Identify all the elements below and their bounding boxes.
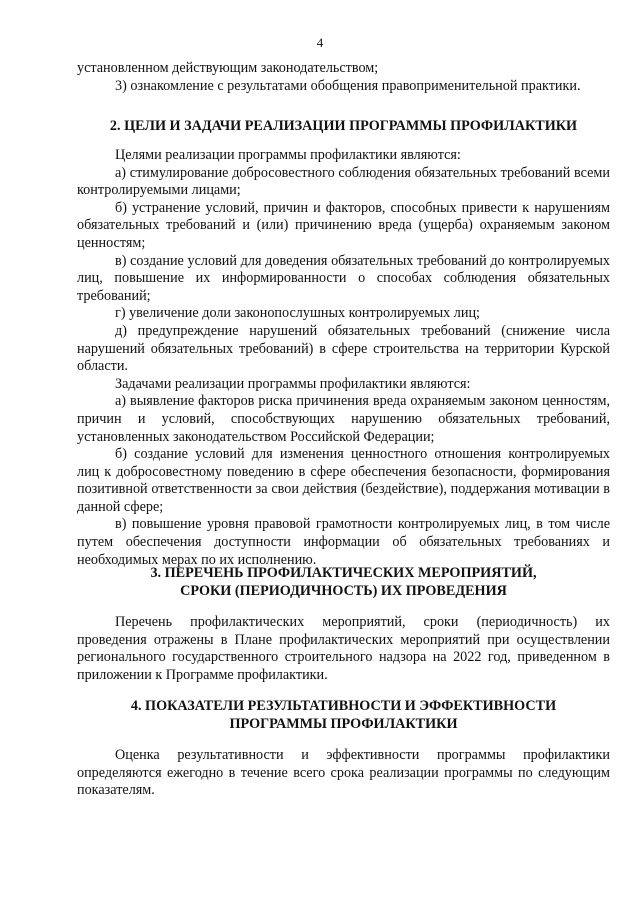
section-2-heading: 2. ЦЕЛИ И ЗАДАЧИ РЕАЛИЗАЦИИ ПРОГРАММЫ ПРОФИЛАКТИКИ [109, 118, 578, 134]
section-2-body [77, 147, 610, 569]
section-4-heading-line-1: 4. ПОКАЗАТЕЛИ РЕЗУЛЬТАТИВНОСТИ И ЭФФЕКТИВНОСТИ [130, 698, 557, 714]
goal-item: д) предупреждение нарушений обязательных требований (снижение числа нарушений обязательных требований) в сфере строительства на территории Курской области. [77, 322, 610, 375]
intro-block [77, 60, 610, 95]
goal-item: г) увеличение доли законопослушных контролируемых лиц; [115, 305, 481, 322]
page-number: 4 [316, 35, 324, 50]
intro-paragraph-1: установленном действующим законодательством; [77, 60, 379, 76]
section-3-heading-line-2: СРОКИ (ПЕРИОДИЧНОСТЬ) ИХ ПРОВЕДЕНИЯ [180, 583, 507, 599]
section-4-paragraph: Оценка результативности и эффективности программы профилактики определяются ежегодно в течение всего срока реализации программы по следующим показателям. [77, 747, 610, 799]
goal-item: б) устранение условий, причин и факторов, способных привести к нарушениям обязательных требований и (или) причинению вреда (ущерба) охраняемым законом ценностям; [77, 199, 610, 251]
section-3-heading-block [77, 564, 610, 600]
section-2-heading-block [77, 117, 610, 135]
task-item: а) выявление факторов риска причинения вреда охраняемым законом ценностям, причин и условий, способствующих нарушению обязательных требований, установленных законодательством Российской Федерации; [77, 393, 610, 445]
section-3-body [77, 614, 610, 684]
section-4-body [77, 747, 610, 800]
task-item: в) повышение уровня правовой грамотности контролируемых лиц, в том числе путем обеспечения доступности информации об обязательных требованиях и необходимых мерах по их исполнению. [77, 516, 610, 568]
task-item: б) создание условий для изменения ценностного отношения контролируемых лиц к добросовестному поведению в сфере обеспечения безопасности, формирования позитивной ответственности за свои действия (бездействие), поддержания мотивации в данной сфере; [77, 446, 610, 515]
tasks-intro: Задачами реализации программы профилактики являются: [115, 375, 471, 392]
goal-item: в) создание условий для доведения обязательных требований до контролируемых лиц, повышение их информированности о способах соблюдения обязательных требований; [77, 252, 610, 304]
goals-intro: Целями реализации программы профилактики являются: [115, 147, 461, 163]
section-4-heading-block [77, 697, 610, 733]
intro-paragraph-2: 3) ознакомление с результатами обобщения правоприменительной практики. [115, 77, 581, 94]
section-4-heading-line-2: ПРОГРАММЫ ПРОФИЛАКТИКИ [229, 716, 458, 732]
section-3-paragraph: Перечень профилактических мероприятий, сроки (периодичность) их проведения отражены в Плане профилактических мероприятий при осуществлении регионального государственного строительного надзора на 2022 год, приведенном в приложении к Программе профилактики. [77, 614, 610, 683]
section-3-heading-line-1: 3. ПЕРЕЧЕНЬ ПРОФИЛАКТИЧЕСКИХ МЕРОПРИЯТИЙ, [150, 565, 537, 581]
goal-item: а) стимулирование добросовестного соблюдения обязательных требований всеми контролируемыми лицами; [77, 164, 610, 199]
